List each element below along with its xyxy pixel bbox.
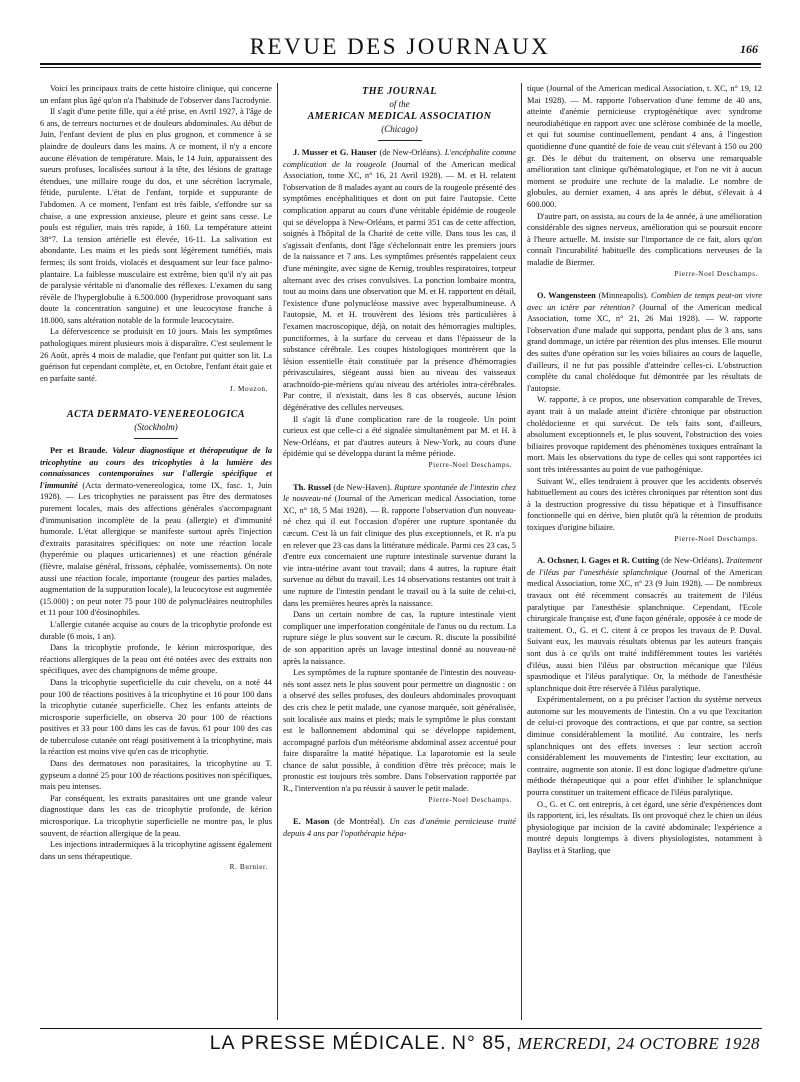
paragraph: Il s'agit d'une petite fille, qui a été prise, en Avril 1927, à l'âge de 6 ans, de terreurs nocturnes et de douleurs abdominales. Au début de Juin, l'enfant devient de plus en plus grognon, et commence à se plaindre de douleurs dans les mains. A ce moment, il n'y a encore aucune élévation de température. Mais, le 14 Juin, apparaissent des sueurs profuses, localisées surtout à la tête, des lésions de grattage étendues, une millaire rouge du dos, et une sécrétion lacrymale, fétide, purulente. L'état de l'enfant, torpide et suppurante de l'abdomen. A ce moment, l'enfant est très faible, s'effondre sur sa chaise, a une expression anxieuse, pleure et geint sans cesse. Le pouls est régulier, mais très rapide, à 160. La température atteint 38°7. La tension artérielle est élevée, 16-11. La salivation est abondante. Les mains et les pieds sont légèrement tuméfiés, mais fermes; ils sont froids, violacés et desquament sur leur face palmo-plantaire. La faiblesse musculaire est extrême, bien qu'il n'y ait pas de paralysie véritable ni d'anomalie des réflexes. L'examen du sang révèle de l'hyperglobulie à 6.500.000 (hyperidrose provoquant sans doute la concentration sanguine) et une leucocytose franche à 18.000, sans altération notable de la formule leucocytaire. xyxy=(40,107,272,325)
column-separator xyxy=(277,83,278,1020)
journal-name: ACTA DERMATO-VENEREOLOGICA xyxy=(66,409,246,421)
article-authors: J. Musser et G. Hauser xyxy=(293,148,377,157)
running-head xyxy=(40,33,760,63)
journal-heading xyxy=(40,408,272,433)
article-text: — W. rapporte l'observation d'une malade qui supporta, pendant plus de 3 ans, sans grand dommage, un ictère par rétention des plus intenses. Elle mourut des suites d'une opération sur les voies biliaires au cours de laquelle, d'ailleurs, il ne fut pas possible d'atteindre celles-ci. L'obstruction complète du canal cholédoque fut démontrée par les résultats de l'autopsie. xyxy=(527,314,762,393)
column-separator xyxy=(521,83,522,1020)
article-title: Combien de temps peut-on vivre avec un ictère par rétention? xyxy=(527,291,762,312)
journal-city: (Stockholm) xyxy=(134,422,178,433)
article-title: Valeur diagnostique et thérapeutique de la tricophytine au cours des tricophyties à la lumière des connaissances contemporaines sur l'allergie spécifique et l'immunité xyxy=(40,446,272,490)
paragraph: La défervescence se produisit en 10 jours. Mais les symptômes pathologiques mirent plusieurs mois à disparaître. C'est seulement le 26 Août, après 4 mois de maladie, que l'enfant put quitter son lit. La guérison fut cependant complète, et, en Octobre, l'enfant était gaie et en parfaite santé. xyxy=(40,327,272,383)
article-place: (de New-Haven). xyxy=(333,482,392,492)
author-signature: R. Burnier. xyxy=(229,863,268,872)
header-rule-thin xyxy=(40,67,761,68)
paragraph: Dans la tricophytie profonde, le kérion microsporique, des réactions allergiques de la peau ont été notées avec des extraits non spécifiques, avec des champignons de même groupe. xyxy=(40,643,272,676)
paragraph: Dans la tricophytie superficielle du cuir chevelu, on a noté 44 pour 100 de réactions positives à la tricophytine et 16 pour 100 dans la tricophytie cutanée superficielle. Chez les enfants atteints de microsporie superficielle, on observa 20 pour 100 de réactions positives et 33 pour 100 dans les cas de favus. 61 pour 100 des cas de tuberculose cutanée ont réagi positivement à la tricophytine, mais la réaction est moins vive qu'en cas de tricophytie. xyxy=(40,677,272,757)
page-footer xyxy=(40,1028,762,1055)
article-text: — M. rapporte l'observation d'une femme de 40 ans, atteinte d'anémie pernicieuse cryptogénétique avec syndrome neurodiabétique en rapport avec une sclérose combinée de la moelle, et qui fut soumise continuellement, pendant 4 ans, à l'ingestion quotidienne d'une quantité de foie de veau cuit s'élevant à 150 ou 200 gr. Dès le début du traitement, on observa une remarquable amélioration tant clinique qu'hématologique, et l'on ne vit à aucun moment se produire une rechute de la maladie. Le nombre de globules, au dernier examen, 4 ans après le début, s'élevait à 4 600.000. xyxy=(527,95,762,209)
article-abstract xyxy=(527,555,762,694)
article-text: — De nombreux travaux ont été récemment consacrés au traitement de l'iléus paralytique par l'anesthésie splanchnique. Cependant, l'Ecole chirurgicale française est, d'une façon générale, opposée à ce mode de traitement. O., G. et C. citent à ce propos les travaux de P. Duval. Suivant eux, les mauvais résultats obtenus par les auteurs français sont dus à ce qu'ils ont traité indifféremment toutes les variétés d'iléus, aussi bien l'iléus par obstruction mécanique que l'iléus spasmodique et l'iléus paralytique. Or, la méthode de l'anesthésie splanchnique doit être réservée à l'iléus paralytique. xyxy=(527,579,762,693)
paragraph: D'autre part, on assista, au cours de la 4e année, à une amélioration considérable des signes nerveux, amélioration qui se poursuit encore à l'heure actuelle. M. insiste sur l'importance de ce fait, alors qu'on connaît l'incurabilité habituelle des complications nerveuses de la maladie de Biermer. xyxy=(527,211,762,267)
journal-name: THE JOURNAL xyxy=(362,86,437,97)
article-place: (de New-Orléans). xyxy=(379,148,443,157)
heading-rule xyxy=(134,438,178,439)
footer-line xyxy=(210,1032,760,1055)
article-authors: Th. Russel xyxy=(293,482,331,492)
paragraph: Voici les principaux traits de cette histoire clinique, qui concerne un enfant plus âgé qu'on n'a l'habitude de l'observer dans l'acrodynie. xyxy=(40,84,272,105)
column-3 xyxy=(527,83,762,1021)
column-1 xyxy=(40,83,272,1021)
article-authors: E. Mason xyxy=(293,817,330,827)
article-place: (de Montréal). xyxy=(334,817,385,827)
article-citation: (Journal of the American medical Association, tome XC, n° 21, 26 Mai 1928). xyxy=(527,302,762,324)
article-text: — R. rapporte l'observation d'un nouveau-né chez qui il eut l'occasion d'opérer une rupture spontanée du cæcum. C'est là un fait clinique des plus exceptionnels, et R. n'a pu en relever que 23 cas dans la littérature médicale. Parmi ces 23 cas, 5 d'entre eux concernaient une rupture intestinale survenue durant la vie intra-utérine avant tout travail; dans 4 autres, la rupture était survenue au début du travail. Les 14 observations restantes ont trait à une rupture de l'intestin pendant le travail ou à la suite de celui-ci, dans les premières heures après la naissance. xyxy=(283,505,516,608)
article-title: L'encéphalite comme complication de la rougeole xyxy=(283,148,516,169)
article-authors: A. Ochsner, I. Gages et R. Cutting xyxy=(537,556,659,566)
journal-city: (Chicago) xyxy=(381,124,418,134)
paragraph: Dans un certain nombre de cas, la rupture intestinale vient compliquer une imperforation congénitale de l'anus ou du rectum. La rupture siège le plus souvent sur le cæcum. R. discute la possibilité de son apparition après un lavage intestinal donné au nouveau-né après la naissance. xyxy=(283,610,516,666)
author-signature: J. Mouzon. xyxy=(229,385,268,394)
column-2 xyxy=(283,83,516,1021)
article-citation: tique (Journal of the American medical Association, t. XC, n° 19, 12 Mai 1928). xyxy=(527,84,762,105)
author-signature: Pierre-Noel Deschamps. xyxy=(428,461,512,470)
paragraph: Il s'agit là d'une complication rare de la rougeole. Un point curieux est que celle-ci a été signalée simultanément par M. et H. à New-Orléans, et par d'autres auteurs à New-York, au cours d'une épidémie qui se développa durant la même période. xyxy=(283,414,516,459)
author-signature: Pierre-Noel Deschamps. xyxy=(428,795,512,804)
article-continuation xyxy=(527,83,762,211)
publication-name: LA PRESSE MÉDICALE. xyxy=(209,1032,447,1054)
article-abstract xyxy=(283,816,516,839)
paragraph: W. rapporte, à ce propos, une observation comparable de Treves, ayant trait à un malade atteint d'ictère chronique par obstruction cholédocienne et qui survécut. De tels faits sont, d'ailleurs, absolument exceptionnels et, le plus souvent, l'obstruction des voies biliaires provoque rapidement des phénomènes toxiques entraînant la mort. Mais les observations du type de celles qui sont rapportées ici sont très intéressantes au point de vue pathogénique. xyxy=(527,395,762,474)
journal-heading xyxy=(283,85,516,135)
journal-section-title: REVUE DES JOURNAUX xyxy=(249,34,551,59)
paragraph: Dans des dermatoses non parasitaires, la tricophytine au T. gypseum a donné 25 pour 100 de réactions positives non spécifiques, mais peu intenses. xyxy=(40,759,272,792)
article-citation: (Journal of the American medical Association, tome XC, n° 23 (9 Juin 1928). xyxy=(527,567,762,589)
paragraph: Les symptômes de la rupture spontanée de l'intestin des nouveau-nés sont assez nets le plus souvent pour permettre un diagnostic : on a observé des selles profuses, des douleurs abdominales provoquant des cris chez le petit malade, une cyanose marquée, soit généralisée, soit localisée aux mains et pieds; mais le symptôme le plus constant est le ballonnement abdominal qui se développe rapidement, accompagné parfois d'un météorisme abdominal assez accentué pour faire disparaître la matité hépatique. La laparotomie est la seule chance de salut possible, à condition d'être très précoce; mais le pronostic est toujours très sombre. Dans l'observation rapportée par R., l'intervention n'a pu réussir à sauver le petit malade. xyxy=(283,668,516,794)
article-citation: (Acta dermato-venereologica, tome IX, fasc. 1, Juin 1928). xyxy=(40,480,272,502)
page-number: 166 xyxy=(740,42,758,56)
author-signature: Pierre-Noel Deschamps. xyxy=(674,534,758,543)
article-citation: (Journal of the American medical Association, tome XC, n° 16, 21 Avril 1928). xyxy=(283,159,516,181)
heading-rule xyxy=(378,140,422,141)
paragraph: O., G. et C. ont entrepris, à cet égard, une série d'expériences dont ils rapportent, ici, les résultats. Ils ont provoqué chez le chien un iléus physiologique par incision de la cavité abdominale; l'expérience a montré depuis longtemps à divers physiologistes, notamment à Bayliss et à Starling, que xyxy=(527,799,762,855)
paragraph: L'allergie cutanée acquise au cours de la tricophytie profonde est durable (6 mois, 1 an). xyxy=(40,619,272,641)
article-authors: O. Wangensteen xyxy=(537,291,596,301)
issue-date: 24 OCTOBRE 1928 xyxy=(616,1034,760,1053)
journal-of: of the xyxy=(389,99,410,109)
author-signature: Pierre-Noel Deschamps. xyxy=(674,269,758,278)
journal-name-cont: AMERICAN MEDICAL ASSOCIATION xyxy=(307,111,492,122)
issue-weekday: MERCREDI, xyxy=(517,1034,612,1053)
header-rule-thick xyxy=(40,63,761,65)
article-title: Traitement de l'iléus par l'anesthésie splanchnique xyxy=(527,556,762,577)
paragraph: Expérimentalement, on a pu préciser l'action du système nerveux autonome sur les mouvements de l'intestin. On a vu que l'excitation de celui-ci provoque des contractions, et que par contre, sa section diminue considérablement la motilité. Au contraire, les nerfs splanchniques ont des effets inverses : leur section accroît considérablement les mouvements de l'intestin; leur excitation, au contraire, augmente son atonie. Il est donc logique d'admettre qu'une méthode thérapeutique qui a pour effet d'inhiber le splanchnique pourra constituer un traitement efficace de l'iléus paralytique. xyxy=(527,695,762,798)
paragraph: Suivant W., elles tendraient à prouver que les accidents observés habituellement au cours des ictères chroniques par rétention sont dus à la destruction progressive du tissu hépatique et à l'insuffisance fonctionnelle qui en dérive, bien plutôt qu'à la rétention de produits toxiques d'origine biliaire. xyxy=(527,476,762,532)
article-place: (de New-Orléans). xyxy=(661,556,724,566)
article-text: — Les tricophyties ne paraissent pas être des dermatoses purement locales, mais des affections générales s'accompagnant d'immunisation incomplète de la peau (allergie) et d'immunité humorale. L'état allergique se manifeste surtout après l'injection d'extraits parasitaires spécifiques: on note une réaction locale (hyperémie ou plaques urticariennes) et une réaction générale (fièvre, malaise général, frissons, céphalée, vomissements). On note aussi une réaction focale, importante (rougeur des parties malades, augmentation de la suppuration locale), la leucocytose est augmentée (15.000) ; on peut noter 75 pour 100 de polynucléaires neutrophiles et 11 pour 100 d'éosinophiles. xyxy=(40,492,272,618)
article-citation: (Journal of the American medical Association, tome XC, n° 18, 5 Mai 1928). xyxy=(283,494,516,515)
paragraph: Les injections intradermiques à la tricophytine agissent également dans un sens thérapeutique. xyxy=(40,840,272,861)
article-abstract xyxy=(527,290,762,394)
article-authors: Per et Braude. xyxy=(50,446,108,456)
article-abstract xyxy=(283,482,516,610)
article-abstract xyxy=(40,445,272,619)
article-place: (Minneapolis). xyxy=(598,291,649,301)
paragraph: Par conséquent, les extraits parasitaires ont une grande valeur diagnostique dans les cas de tricophytie profonde, de kérion microsporique. La tricophytie superficielle ne montre pas, le plus souvent, de réaction allergique de la peau. xyxy=(40,793,272,838)
article-title: Un cas d'anémie pernicieuse traité depuis 4 ans par l'opothérapie hépa- xyxy=(283,817,516,838)
article-text: — M. et H. relatent l'observation de 8 malades ayant au cours de la rougeole présenté des symptômes encéphalitiques et dont on put faire l'autopsie. Cette complication apparut au cours d'une véritable épidémie de rougeole qui se développa à New-Orléans, et parmi 351 cas de cette affection, soignés à l'hôpital de la Charité de cette ville. Dans tous les cas, il s'agissait d'enfants, dont l'âge s'échelonnait entre les premiers jours de la naissance et 7 ans. Les symptômes présentés rappelaient ceux d'une méningite, avec signe de Kernig, troubles respiratoires, torpeur alternant avec des crises convulsives. La ponction lombaire montra, tout au moins dans une observation que M. et H. rapportent en détail, l'existence d'une polynucléose massive avec hyperalbumineuse. A l'autopsie, M. et H. trouvèrent des lésions très particulières à l'examen macroscopique, déjà, on notait des hémorragies multiples, punctiformes, à la surface du cerveau et dans l'épaisseur de la substance cérébrale. Les coupes histologiques montrèrent que la lésion essentielle était constituée par la présence d'hémorragies périvasculaires, siégeant aussi bien au niveau des vaisseaux arachnoïdo-pie-mériens qu'au niveau des artérioles intra-cérébrales. Par contre, il n'existait, dans les 8 cas observés, aucune lésion dégénérative des cellules nerveuses. xyxy=(283,171,516,413)
article-title: Rupture spontanée de l'intestin chez le nouveau-né xyxy=(283,482,516,504)
article-abstract xyxy=(283,147,516,414)
issue-number: N° 85, xyxy=(451,1032,513,1054)
